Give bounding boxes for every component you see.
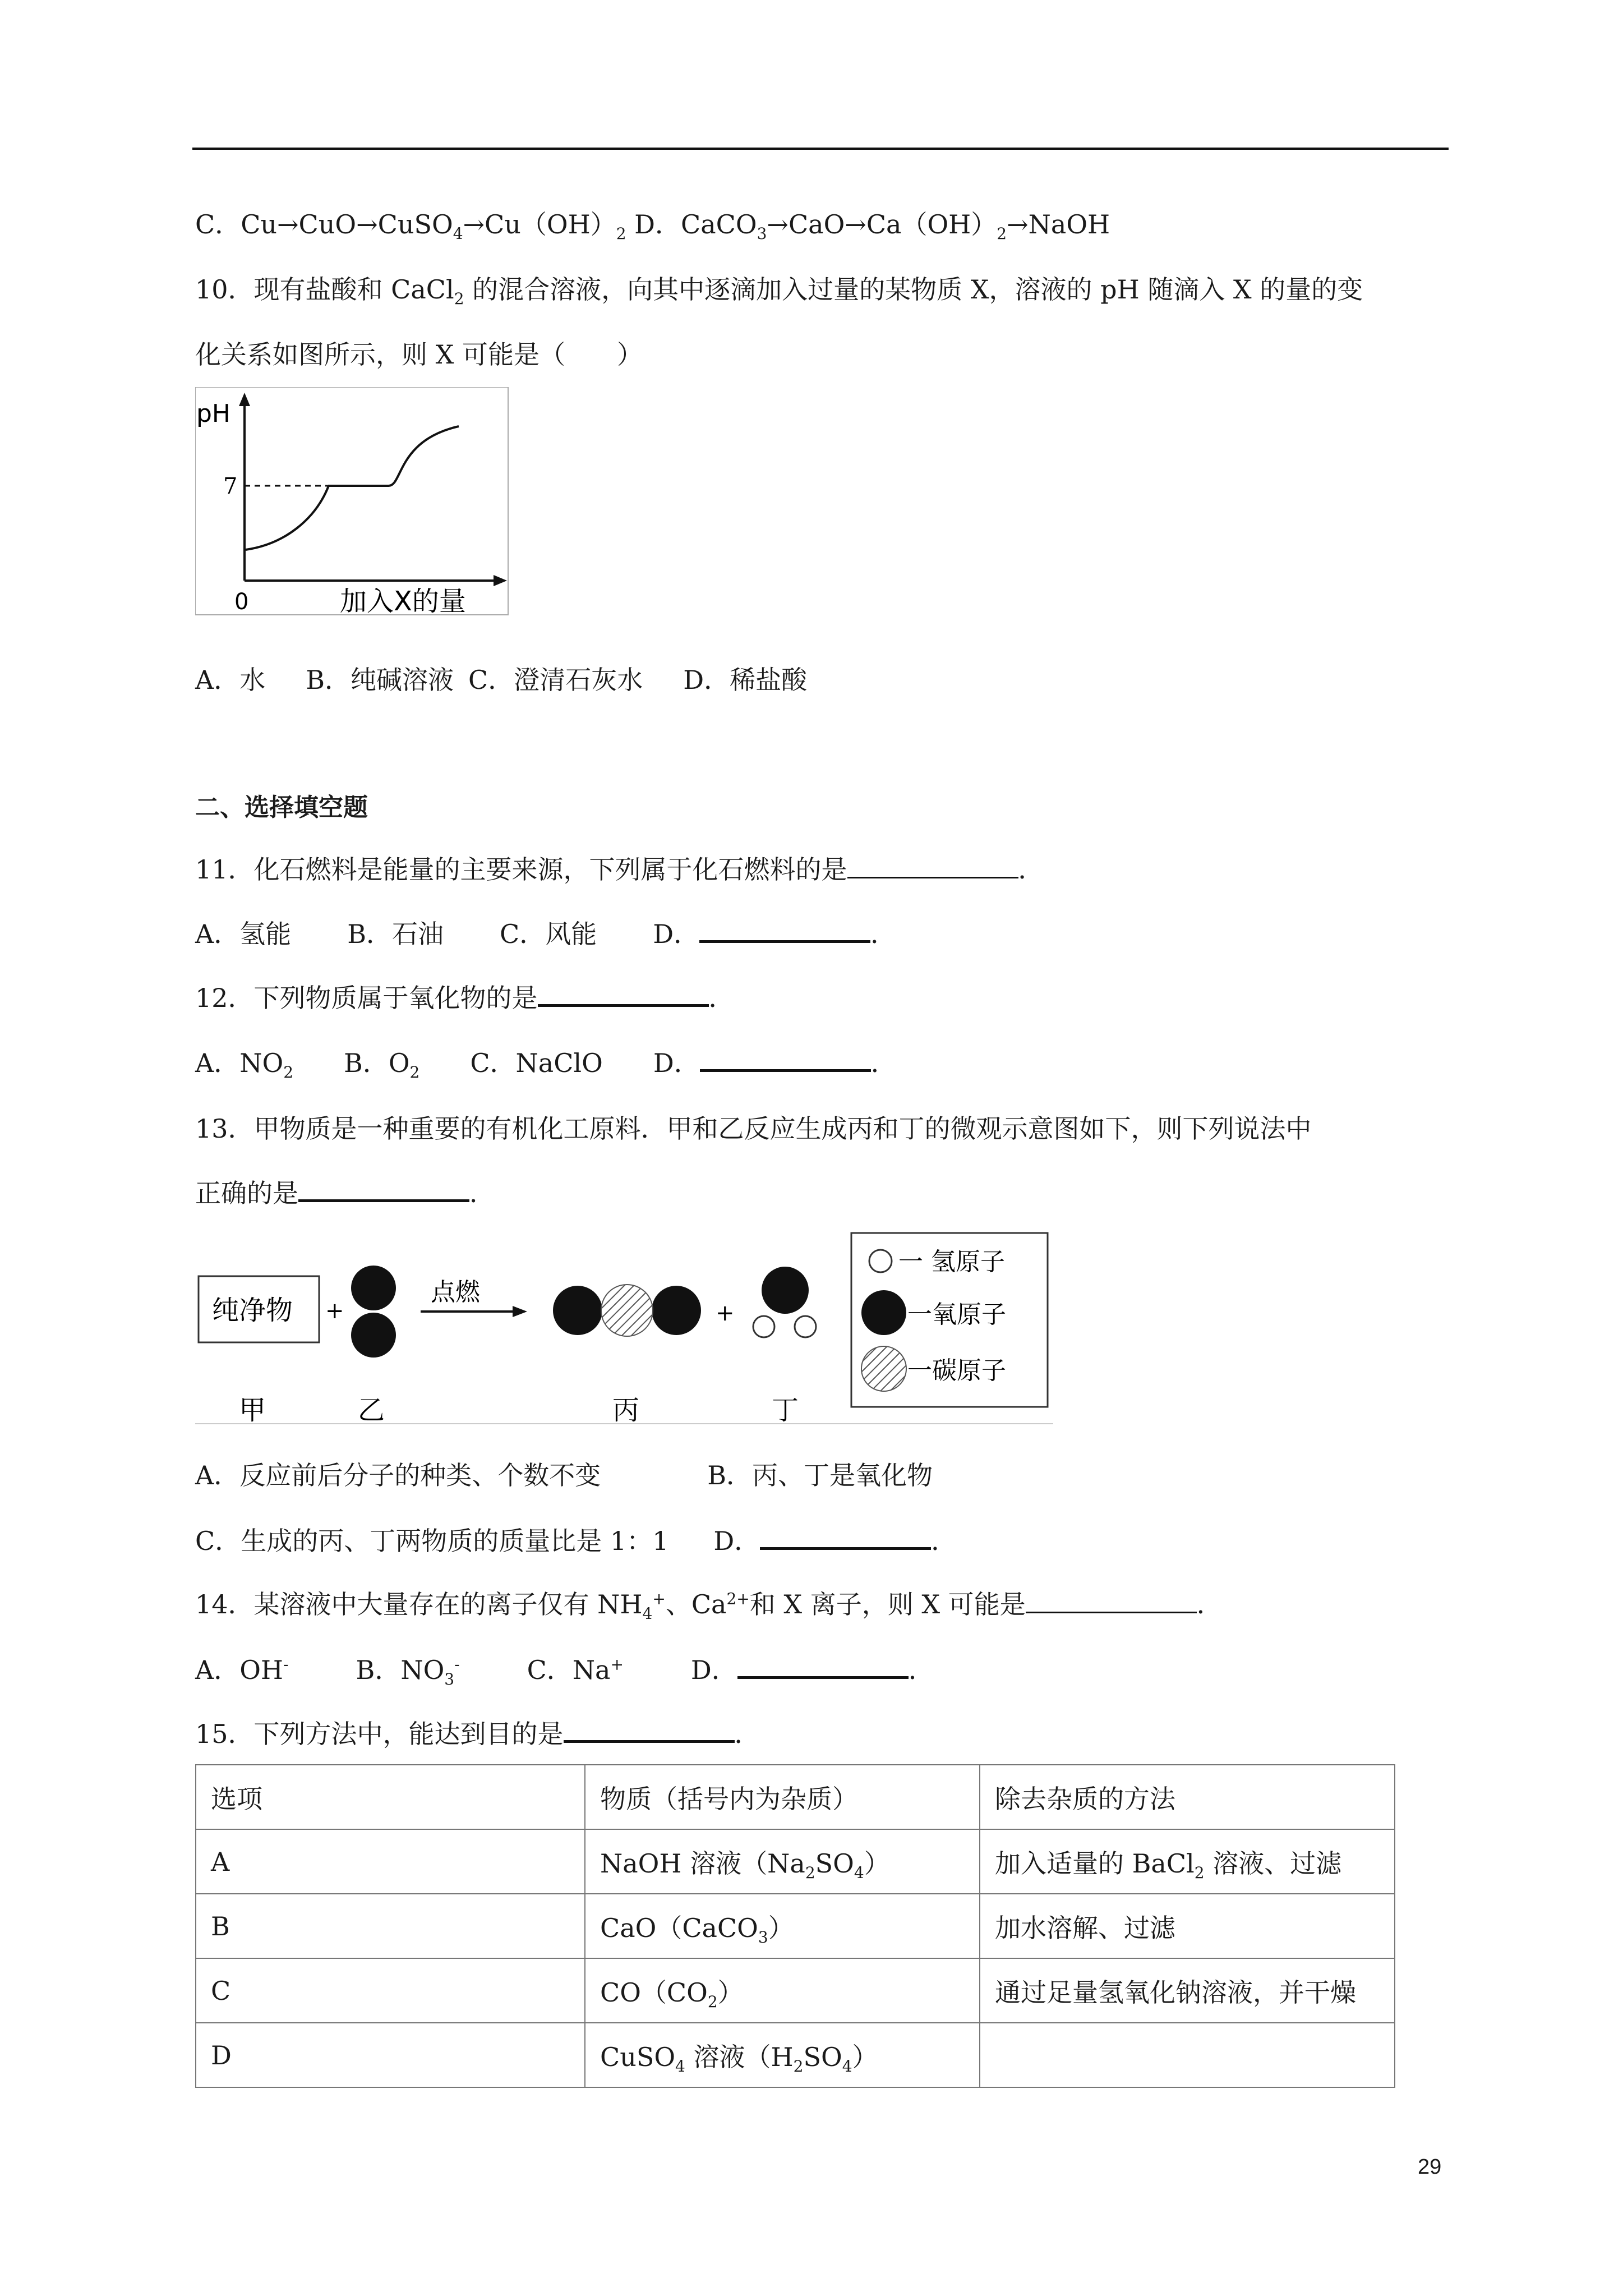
q14-stem: 14．某溶液中大量存在的离子仅有 $NH_4^+$、$Ca^{2+}$和 X 离子，则 X 可能是 ． [195, 1586, 1223, 1622]
legend-carbon-label: 一碳原子 [907, 1356, 1006, 1385]
legend-hydrogen-label: 一 氢原子 [898, 1248, 1005, 1276]
table-header: 除去杂质的方法 [980, 1765, 1395, 1829]
table-cell: 加水溶解、过滤 [980, 1894, 1395, 1958]
pure-substance-label: 纯净物 [212, 1295, 293, 1326]
q11-stem: 11．化石燃料是能量的主要来源，下列属于化石燃料的是 ． [195, 852, 1044, 887]
table-header: 物质（括号内为杂质） [585, 1765, 980, 1829]
y-axis-arrow [239, 393, 250, 406]
table-cell: 通过足量氢氧化钠溶液，并干燥 [980, 1958, 1395, 2023]
hydrogen-atom [795, 1316, 816, 1337]
section-title: 二、选择填空题 [195, 793, 368, 822]
table-cell: $CO(CO_2)$ [585, 1958, 980, 2023]
q11-options: A．氢能 B．石油 C．风能 D． ． [195, 915, 896, 952]
q10-stem-line1: 10．现有盐酸和 CaCl$_2$ 的混合溶液，向其中逐滴加入过量的某物质 X，溶液的 pH 随滴入 X 的量的变 [195, 274, 1363, 309]
plus-sign: + [325, 1298, 344, 1324]
q10-stem-line2: 化关系如图所示，则 X 可能是（ ） [195, 339, 643, 370]
q10-options: A．水 B．纯碱溶液 C．澄清石灰水 D．稀盐酸 [195, 665, 808, 695]
q12-options: A．$NO_2$ B．$O_2$ C．NaClO D． ． [195, 1045, 897, 1081]
oxygen-atom [351, 1313, 396, 1358]
hydrogen-atom [753, 1316, 774, 1337]
answer-blank[interactable] [760, 1522, 931, 1550]
table-row [196, 1829, 1395, 1894]
carbon-atom [601, 1285, 653, 1336]
y-tick-7: 7 [223, 473, 238, 499]
x-axis-label: 加入X的量 [340, 586, 466, 616]
answer-blank[interactable] [538, 979, 709, 1007]
table-cell: 加入适量的 BaCl$_2$ 溶液、过滤 [980, 1829, 1395, 1894]
oxygen-atom [762, 1267, 809, 1314]
reaction-diagram [195, 1228, 1053, 1425]
legend-carbon-icon [861, 1346, 906, 1391]
table-cell: C [196, 1958, 585, 2023]
table-row [196, 1894, 1395, 1958]
answer-blank[interactable] [564, 1715, 735, 1743]
header-rule [192, 148, 1449, 150]
label-jia: 甲 [239, 1395, 266, 1425]
plus-sign: + [716, 1300, 735, 1326]
legend-oxygen-icon [861, 1290, 906, 1335]
y-axis-label: pH [196, 399, 231, 428]
table-row [196, 1958, 1395, 2023]
table-cell: NaOH 溶液$(Na_2SO_4)$ [585, 1829, 980, 1894]
label-ding: 丁 [772, 1395, 799, 1425]
ph-curve [246, 426, 459, 550]
answer-blank[interactable] [699, 915, 870, 943]
oxygen-atom [351, 1266, 396, 1310]
q15-stem: 15．下列方法中，能达到目的是 ． [195, 1715, 760, 1752]
origin-label: 0 [234, 589, 249, 615]
reaction-arrow-head [513, 1306, 527, 1317]
legend-oxygen-label: 一氧原子 [907, 1300, 1006, 1329]
page-number: 29 [1418, 2155, 1442, 2179]
table-header: 选项 [196, 1765, 585, 1829]
q13-stem-line1: 13．甲物质是一种重要的有机化工原料．甲和乙反应生成丙和丁的微观示意图如下，则下列说法中 [195, 1114, 1312, 1144]
q13-options-cd: C．生成的丙、丁两物质的质量比是 1：1 D． ． [195, 1522, 957, 1559]
answer-blank[interactable] [737, 1651, 909, 1679]
legend-hydrogen-icon [869, 1250, 892, 1272]
table-cell: D [196, 2023, 585, 2087]
label-bing: 丙 [612, 1395, 640, 1425]
answer-blank[interactable] [847, 852, 1018, 878]
q9-options-cd: C．$Cu\to CuO\to CuSO_4\to Cu(OH)_2$ D．$CaCO_3\to CaO\to Ca(OH)_2\to NaOH$ [195, 209, 1110, 243]
purification-table [195, 1764, 1395, 2088]
answer-blank[interactable] [1026, 1587, 1197, 1613]
table-row [196, 2023, 1395, 2087]
arrow-label: 点燃 [431, 1278, 480, 1306]
q13-stem-line2: 正确的是 ． [195, 1175, 495, 1211]
table-header-row [196, 1765, 1395, 1829]
label-yi: 乙 [358, 1395, 385, 1425]
oxygen-atom [553, 1286, 602, 1335]
q14-options: A．OH- B．$NO_3^-$ C．Na+ D． ． [195, 1651, 934, 1688]
ph-curve-figure [195, 387, 509, 616]
table-cell: CaO（CaCO$_3$） [585, 1894, 980, 1958]
table-cell[interactable] [980, 2023, 1395, 2087]
table-cell: CuSO$_4$ 溶液$(H_2SO_4)$ [585, 2023, 980, 2087]
q13-options-ab: A．反应前后分子的种类、个数不变 B．丙、丁是氧化物 [195, 1460, 933, 1490]
answer-blank[interactable] [700, 1045, 871, 1072]
answer-blank[interactable] [298, 1175, 469, 1202]
table-cell: B [196, 1894, 585, 1958]
table-cell: A [196, 1829, 585, 1894]
q12-stem: 12．下列物质属于氧化物的是 ． [195, 979, 735, 1016]
oxygen-atom [652, 1286, 701, 1335]
x-axis-arrow [494, 575, 507, 586]
